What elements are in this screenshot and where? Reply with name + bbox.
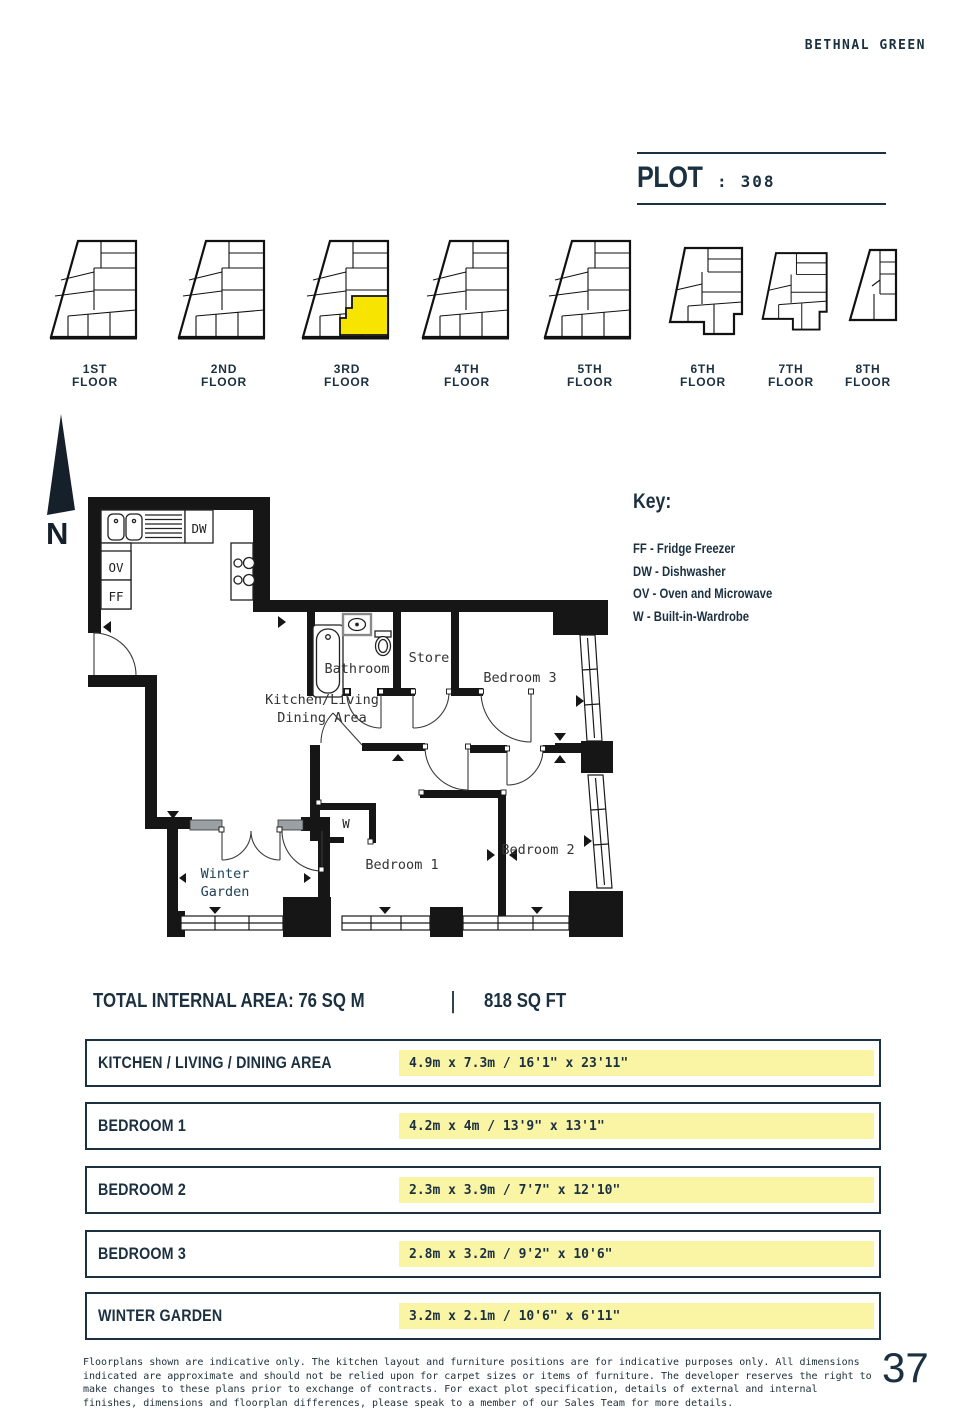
row-label: BEDROOM 2 [98,1180,187,1199]
summary-divider: | [446,988,460,1014]
plot-separator: : [717,172,727,191]
key-title: Key: [633,490,672,513]
winter-garden-label: Winter [200,866,250,882]
floor-label-2nd: 2ND FLOOR [201,362,247,389]
bedroom1-label: Bedroom 1 [365,857,439,873]
table-row-bedroom3 [85,1230,881,1278]
wardrobe-label: W [342,816,350,831]
hob-icon [234,576,242,584]
floor-label-4th: 4TH FLOOR [444,362,490,389]
kitchen-label: Kitchen/Living [265,692,379,708]
total-area-summary [93,988,581,1014]
sliding-panels [190,820,303,830]
floor-thumb-5th [542,238,637,346]
page-number: 37 [882,1344,929,1391]
floor-label-6th: 6TH FLOOR [680,362,726,389]
north-arrow-icon [44,412,80,516]
fridge-label: FF [108,589,124,604]
total-area-metric: TOTAL INTERNAL AREA: 76 SQ M [93,989,365,1012]
floor-thumb-1st [48,238,143,346]
bathroom-label: Bathroom [324,661,390,677]
floor-thumb-7th [752,244,832,344]
row-dimensions: 2.8m x 3.2m / 9'2" x 10'6" [399,1241,874,1267]
north-letter: N [46,516,69,551]
floor-label-3rd: 3RD FLOOR [324,362,370,389]
table-row-kitchen [85,1039,881,1087]
floor-label-5th: 5TH FLOOR [567,362,613,389]
floor-label-7th: 7TH FLOOR [768,362,814,389]
plot-label: PLOT [637,161,703,194]
floor-thumb-6th [658,244,748,344]
kitchen-label2: Dining Area [277,710,367,726]
kitchen-counter [101,510,255,609]
disclaimer-text: Floorplans shown are indicative only. The kitchen layout and furniture positions are for indicative purposes only. All dimensions indicated are approximate and should not be relied upon for carpet sizes or items of furniture. The developer reserves the right to make changes to these plans prior to exchange of contracts. For exact plot specification, details of external and internal finishes, dimensions and floorplan differences, please speak to a member of our Sales Team for more details. [83,1357,872,1409]
row-dimensions: 2.3m x 3.9m / 7'7" x 12'10" [399,1177,874,1203]
key-panel [633,490,799,628]
hob-icon [234,559,242,567]
winter-garden-label2: Garden [200,884,250,900]
hob-icon [244,558,255,569]
plot-title [637,161,776,195]
plot-number: 308 [740,172,776,191]
key-item-ff: FF - Fridge Freezer [633,541,736,556]
floor-label-1st: 1ST FLOOR [72,362,118,389]
floorplan-drawing [85,495,631,945]
plot-rule-top [637,152,886,154]
floor-thumb-8th [838,246,898,342]
floor-thumb-3rd [300,238,395,346]
bedroom3-label: Bedroom 3 [483,670,557,686]
row-label: KITCHEN / LIVING / DINING AREA [98,1053,332,1072]
room-labels [201,650,575,900]
sink-basin-icon [126,514,142,540]
row-label: BEDROOM 3 [98,1244,187,1263]
sink-basin-icon [108,514,124,540]
hob-icon [244,575,255,586]
key-item-w: W - Built-in-Wardrobe [633,608,750,624]
bathroom-fixtures [313,614,391,697]
table-row-bedroom1 [85,1102,881,1150]
row-dimensions: 4.9m x 7.3m / 16'1" x 23'11" [399,1050,874,1076]
row-label: BEDROOM 1 [98,1116,187,1135]
table-row-bedroom2 [85,1166,881,1214]
key-item-dw: DW - Dishwasher [633,563,726,579]
key-item-ov: OV - Oven and Microwave [633,586,773,601]
floor-thumb-2nd [176,238,271,346]
row-label: WINTER GARDEN [98,1306,223,1325]
table-row-winter-garden [85,1292,881,1340]
dishwasher-label: DW [191,521,207,536]
door-jambs [219,689,546,872]
plot-rule-bottom [637,203,886,205]
store-label: Store [408,650,450,666]
row-dimensions: 4.2m x 4m / 13'9" x 13'1" [399,1113,874,1139]
bedroom2-label: Bedroom 2 [501,842,575,858]
row-dimensions: 3.2m x 2.1m / 10'6" x 6'11" [399,1303,874,1329]
oven-label: OV [108,560,124,575]
floor-thumb-4th [420,238,515,346]
floor-label-8th: 8TH FLOOR [845,362,891,389]
development-name: BETHNAL GREEN [804,38,926,53]
total-area-imperial: 818 SQ FT [483,989,566,1012]
